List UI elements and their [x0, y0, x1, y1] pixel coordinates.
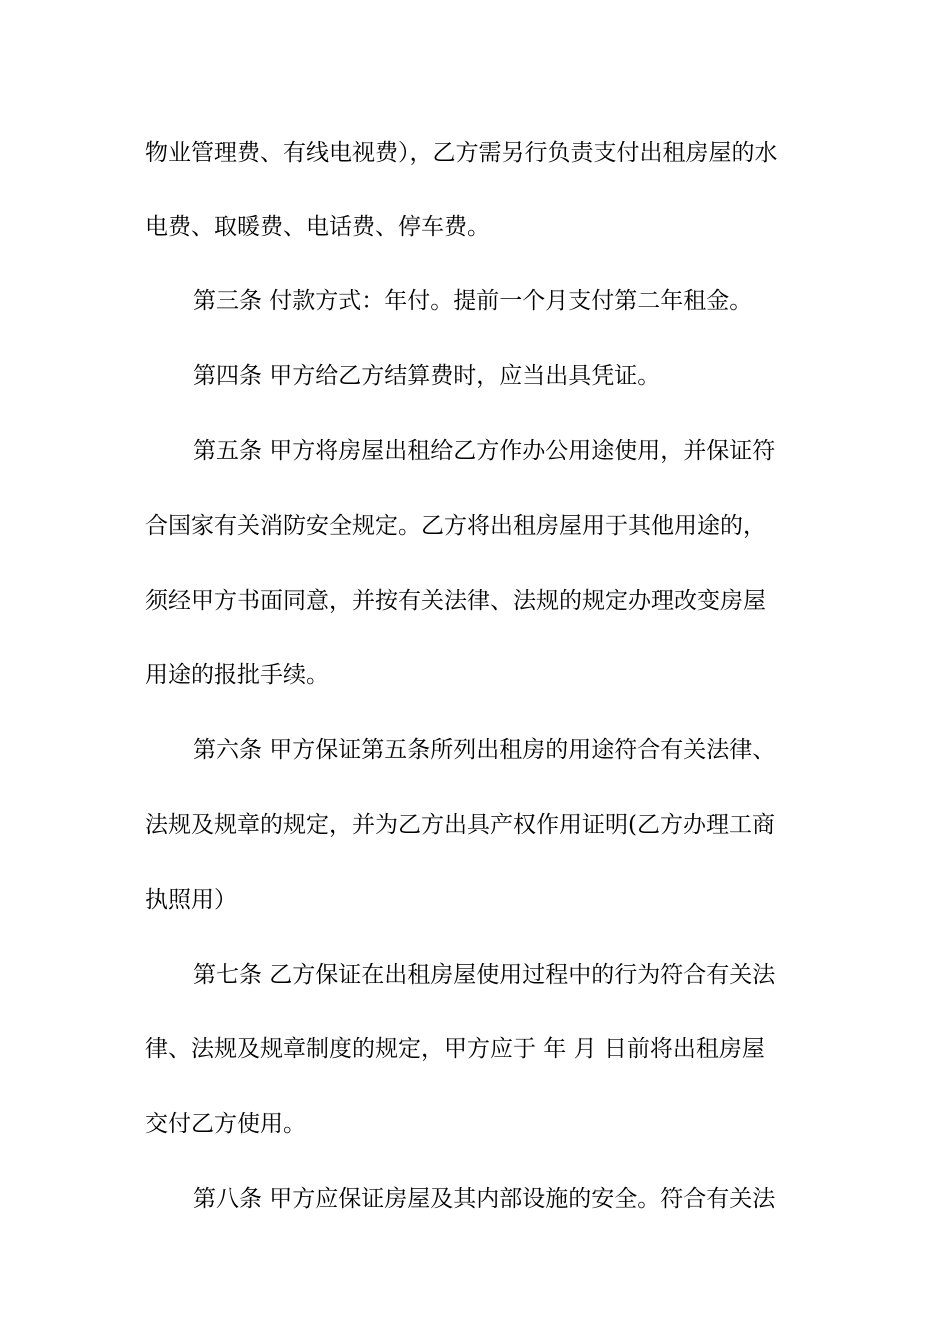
article-5-line-2: 合国家有关消防安全规定。乙方将出租房屋用于其他用途的， [145, 513, 766, 539]
article-6-line-2: 法规及规章的规定，并为乙方出具产权作用证明(乙方办理工商 [145, 812, 775, 838]
article-6-line-3: 执照用） [145, 887, 237, 913]
article-4-line-1: 第四条 甲方给乙方结算费时，应当出具凭证。 [193, 363, 661, 389]
article-6-line-1: 第六条 甲方保证第五条所列出租房的用途符合有关法律、 [193, 737, 776, 763]
article-7-line-1: 第七条 乙方保证在出租房屋使用过程中的行为符合有关法 [193, 962, 776, 988]
article-5-line-3: 须经甲方书面同意，并按有关法律、法规的规定办理改变房屋 [145, 588, 766, 614]
article-5-line-4: 用途的报批手续。 [145, 662, 329, 688]
article-5-line-1: 第五条 甲方将房屋出租给乙方作办公用途使用，并保证符 [193, 438, 776, 464]
article-7-line-3: 交付乙方使用。 [145, 1111, 306, 1137]
article-8-line-1: 第八条 甲方应保证房屋及其内部设施的安全。符合有关法 [193, 1186, 776, 1212]
text-line-2: 电费、取暖费、电话费、停车费。 [145, 214, 490, 240]
text-line-1: 物业管理费、有线电视费），乙方需另行负责支付出租房屋的水 [145, 140, 778, 166]
article-7-line-2: 律、法规及规章制度的规定，甲方应于 年 月 日前将出租房屋 [145, 1036, 765, 1062]
article-3-line-1: 第三条 付款方式：年付。提前一个月支付第二年租金。 [193, 288, 753, 314]
